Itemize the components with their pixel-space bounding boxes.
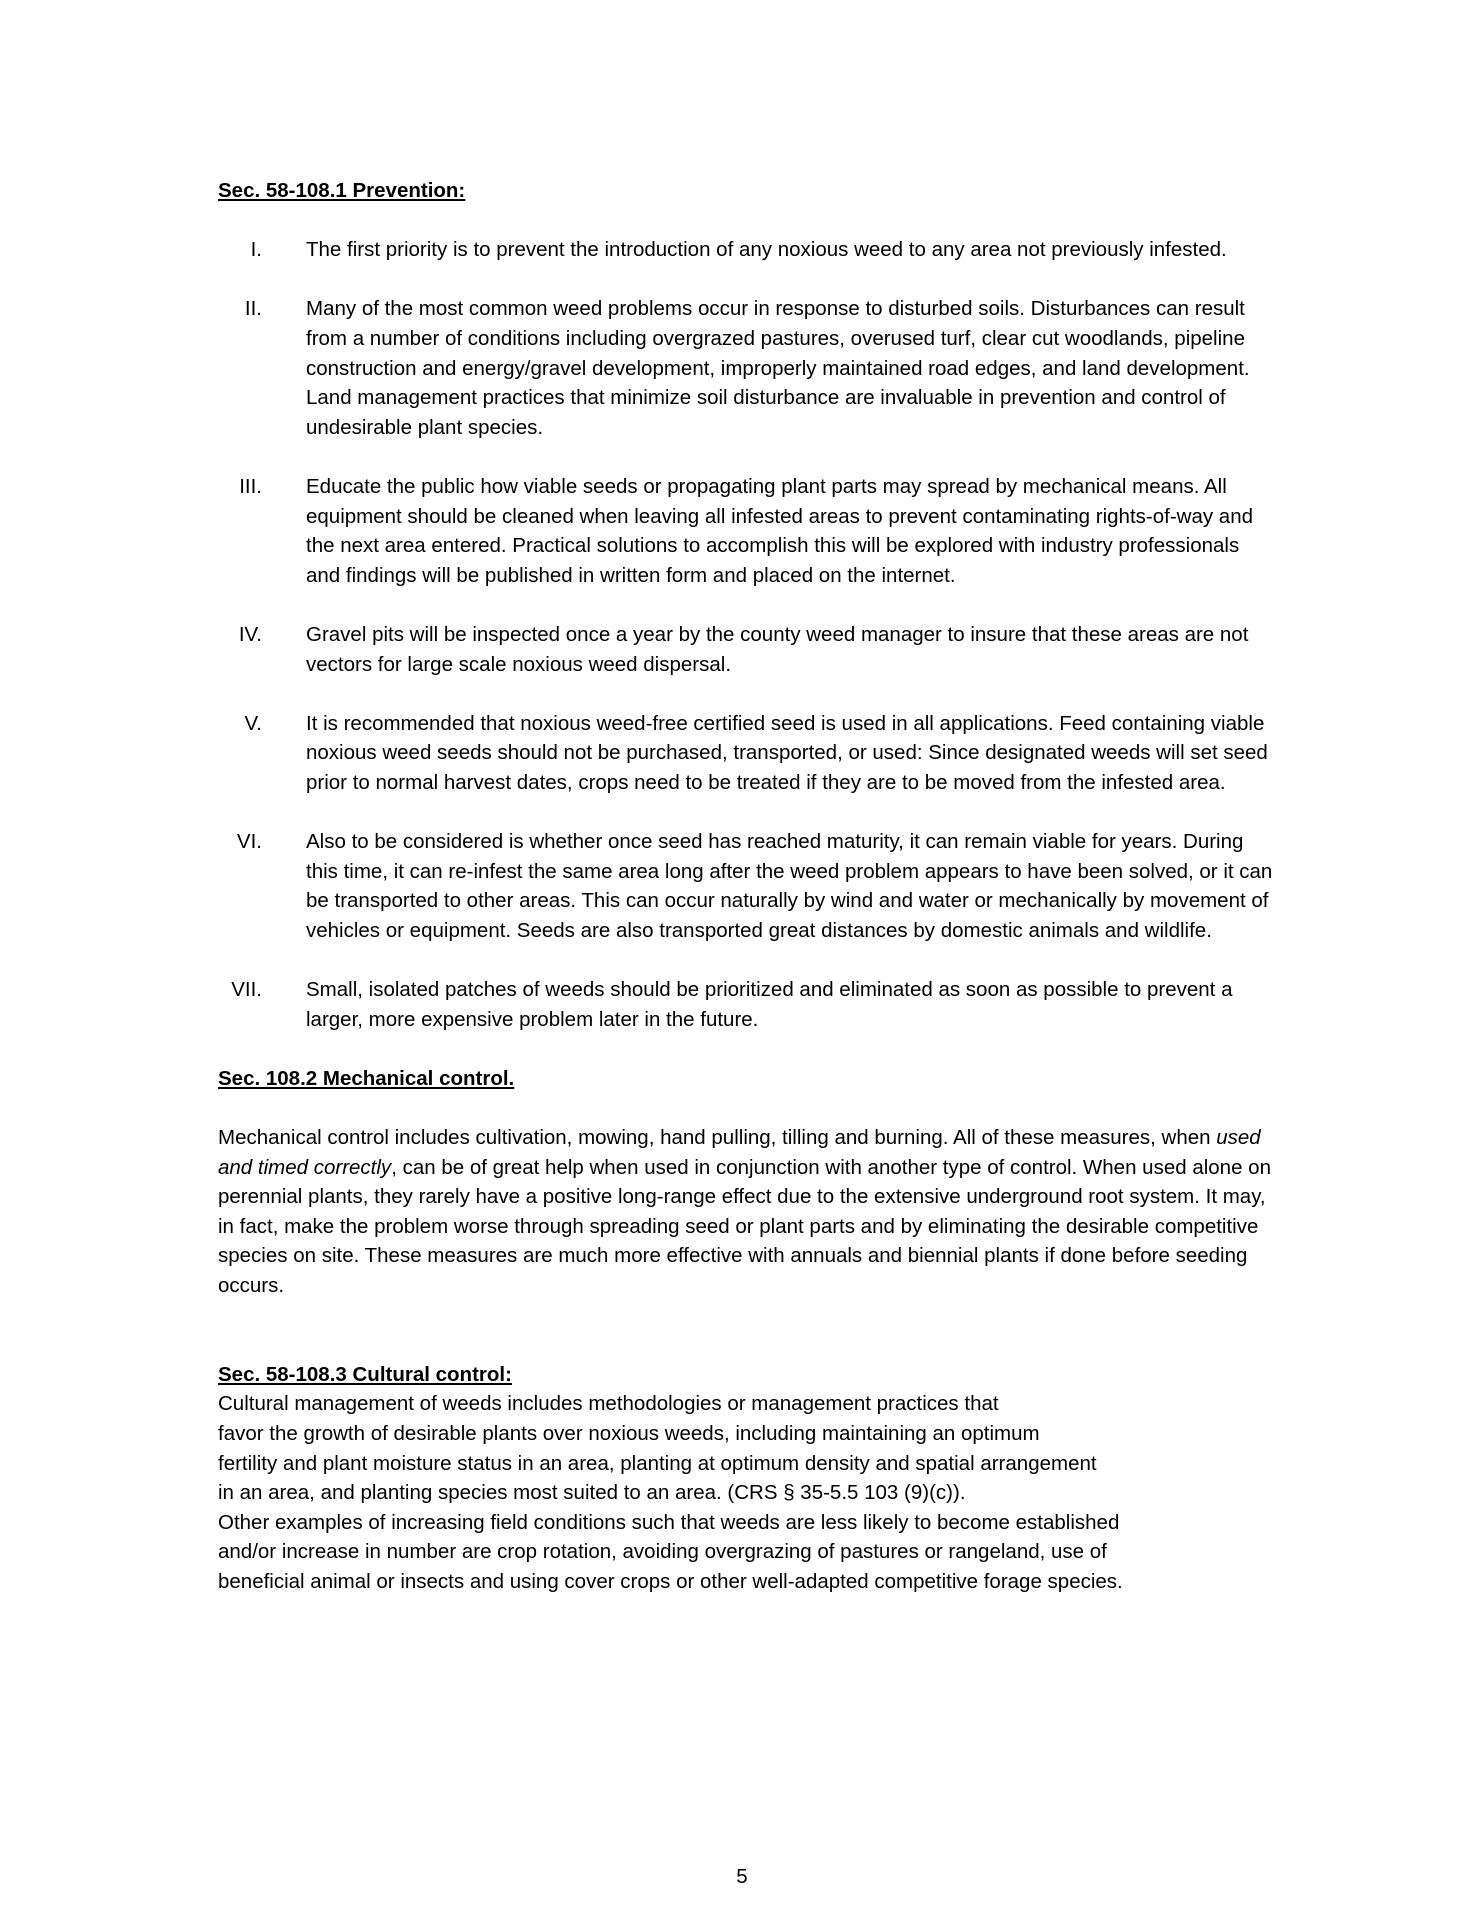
cultural-line: Other examples of increasing field conditions such that weeds are less likely to become established [218, 1510, 1120, 1534]
list-item-text: Small, isolated patches of weeds should be prioritized and eliminated as soon as possible to prevent a larger, more expensive problem later in the future. [306, 978, 1233, 1031]
list-numeral: I. [250, 238, 262, 262]
list-item-text: Educate the public how viable seeds or propagating plant parts may spread by mechanical means. All equipment should be cleaned when leaving all infested areas to prevent contaminating rights-of-way and the next area entered. Practical solutions to accomplish this will be explored with industry professionals and findings will be published in written form and placed on the internet. [306, 474, 1254, 587]
list-numeral: III. [239, 474, 262, 498]
cultural-line: Cultural management of weeds includes methodologies or management practices that [218, 1392, 999, 1416]
prevention-list [218, 235, 1278, 1034]
page-number: 5 [736, 1865, 748, 1888]
list-item [218, 709, 1278, 798]
mechanical-text-end: , can be of great help when used in conjunction with another type of control. When used alone on perennial plants, they rarely have a positive long-range effect due to the extensive underground root system. It may, in fact, make the problem worse through spreading seed or plant parts and by eliminating the desirable competitive species on site. These measures are much more effective with annuals and biennial plants if done before seeding occurs. [218, 1155, 1271, 1297]
cultural-paragraph-1 [218, 1389, 1278, 1507]
list-item [218, 975, 1278, 1034]
cultural-line: beneficial animal or insects and using cover crops or other well-adapted competitive forage species. [218, 1569, 1123, 1593]
cultural-line: in an area, and planting species most suited to an area. (CRS § 35-5.5 103 (9)(c)). [218, 1481, 966, 1505]
list-item [218, 235, 1278, 265]
list-item [218, 827, 1278, 945]
section-heading-mechanical: Sec. 108.2 Mechanical control. [218, 1066, 515, 1090]
cultural-line: and/or increase in number are crop rotation, avoiding overgrazing of pastures or rangeland, use of [218, 1540, 1107, 1564]
list-item-text: It is recommended that noxious weed-free certified seed is used in all applications. Feed containing viable noxious weed seeds should not be purchased, transported, or used: Since designated weeds will set seed prior to normal harvest dates, crops need to be treated if they are to be moved from the infested area. [306, 711, 1268, 794]
mechanical-text-italic: used and timed correctly [218, 1126, 1261, 1179]
list-item [218, 472, 1278, 590]
list-item [218, 294, 1278, 442]
cultural-line: fertility and plant moisture status in an area, planting at optimum density and spatial arrangement [218, 1451, 1097, 1475]
list-item-text: Gravel pits will be inspected once a year by the county weed manager to insure that these areas are not vectors for large scale noxious weed dispersal. [306, 622, 1249, 676]
list-numeral: VII. [231, 978, 262, 1002]
section-heading-cultural: Sec. 58-108.3 Cultural control: [218, 1362, 512, 1386]
list-item-text: Also to be considered is whether once seed has reached maturity, it can remain viable for years. During this time, it can re-infest the same area long after the weed problem appears to have been solved, or it can be transported to other areas. This can occur naturally by wind and water or mechanically by movement of vehicles or equipment. Seeds are also transported great distances by domestic animals and wildlife. [306, 830, 1273, 942]
cultural-paragraph-2 [218, 1508, 1278, 1597]
list-numeral: VI. [236, 830, 262, 854]
mechanical-text-start: Mechanical control includes cultivation, mowing, hand pulling, tilling and burning. All of these measures, when [218, 1126, 1217, 1149]
section-heading-prevention: Sec. 58-108.1 Prevention: [218, 179, 466, 202]
list-item-text: Many of the most common weed problems occur in response to disturbed soils. Disturbances can result from a number of conditions including overgrazed pastures, overused turf, clear cut woodlands, pipeline construction and energy/gravel development, improperly maintained road edges, and land development. Land management practices that minimize soil disturbance are invaluable in prevention and control of undesirable plant species. [306, 297, 1250, 439]
list-numeral: V. [244, 711, 262, 735]
mechanical-paragraph [218, 1123, 1278, 1301]
list-item [218, 620, 1278, 679]
list-numeral: IV. [238, 622, 262, 646]
page-content [218, 176, 1278, 1597]
list-item-text: The first priority is to prevent the introduction of any noxious weed to any area not previously infested. [306, 238, 1227, 262]
list-numeral: II. [244, 297, 262, 321]
cultural-line: favor the growth of desirable plants over noxious weeds, including maintaining an optimum [218, 1421, 1040, 1445]
